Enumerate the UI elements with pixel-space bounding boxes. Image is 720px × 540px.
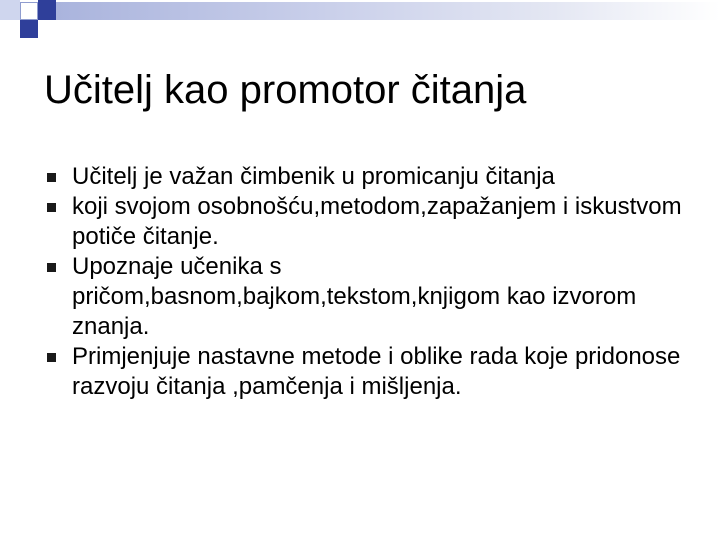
bullet-text: koji svojom osobnošću,metodom,zapažanjem i iskustvom potiče čitanje. (72, 193, 682, 250)
header-decoration (0, 0, 720, 40)
bullet-text: Upoznaje učenika s pričom,basnom,bajkom,tekstom,knjigom kao izvorom znanja. (72, 253, 637, 340)
decorative-square (20, 20, 38, 38)
bullet-item (46, 342, 686, 402)
bullet-list (46, 162, 686, 402)
decorative-square (20, 2, 38, 20)
slide-title: Učitelj kao promotor čitanja (44, 68, 527, 112)
square-bullet-icon (47, 173, 56, 182)
bullet-item (46, 252, 686, 342)
decorative-square (2, 20, 20, 36)
bullet-item (46, 162, 686, 192)
bullet-text: Primjenjuje nastavne metode i oblike rada koje pridonose razvoju čitanja ,pamčenja i mišljenja. (72, 343, 681, 400)
gradient-bar (56, 2, 720, 20)
decorative-square (38, 0, 56, 20)
decorative-square (0, 0, 20, 20)
bullet-item (46, 192, 686, 252)
square-bullet-icon (47, 263, 56, 272)
square-bullet-icon (47, 353, 56, 362)
bullet-text: Učitelj je važan čimbenik u promicanju čitanja (72, 163, 555, 190)
square-bullet-icon (47, 203, 56, 212)
